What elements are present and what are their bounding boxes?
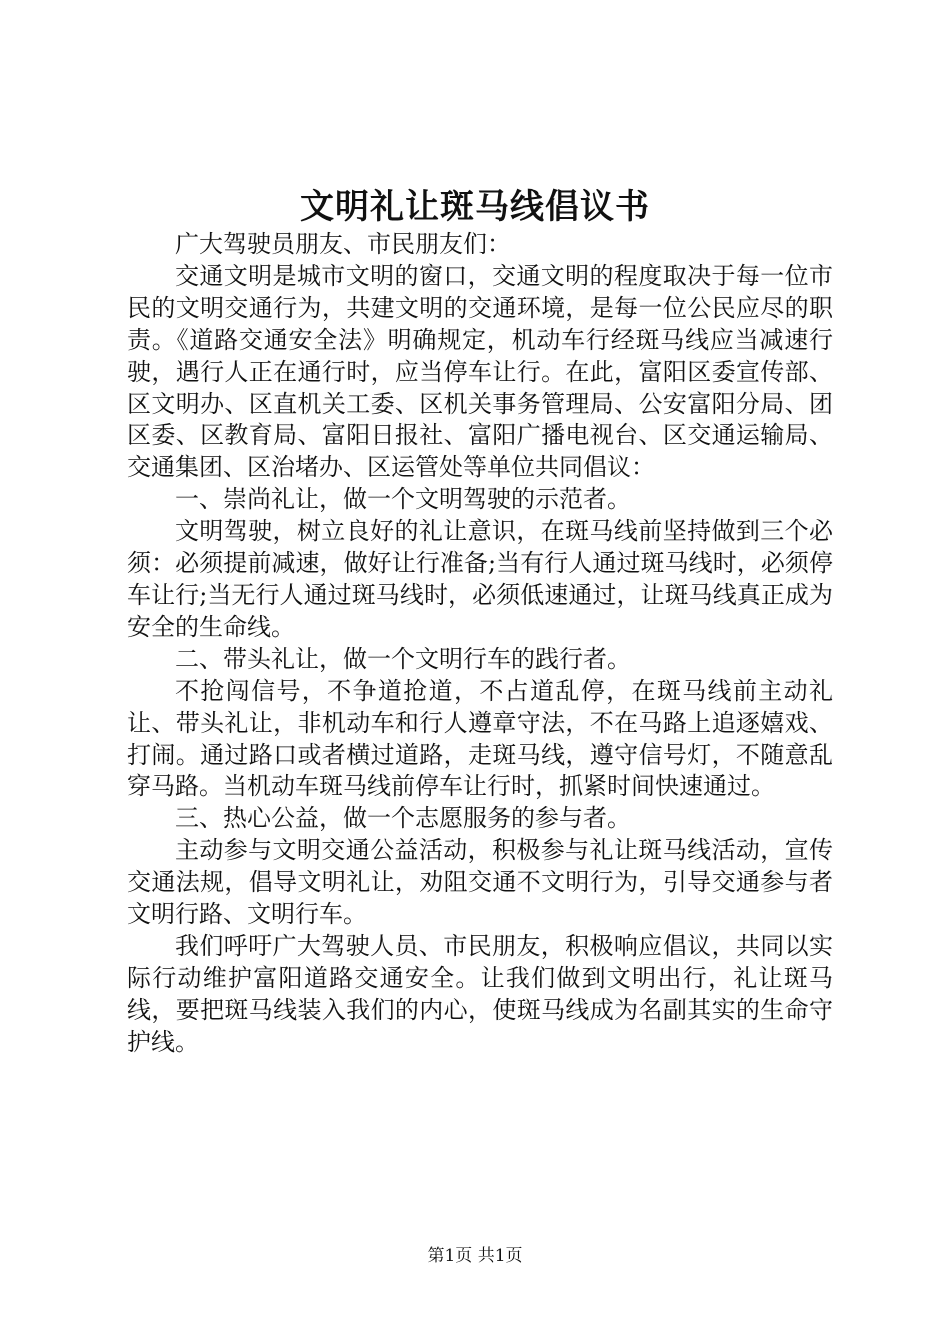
document-title: 文明礼让斑马线倡议书	[300, 187, 650, 227]
page-number: 第1页	[427, 1246, 473, 1266]
intro-paragraph: 交通文明是城市文明的窗口，交通文明的程度取决于每一位市民的文明交通行为，共建文明的交通环境，是每一位公民应尽的职责。《道路交通安全法》明确规定，机动车行经斑马线应当减速行驶，遇行人正在通行时，应当停车让行。在此，富阳区委宣传部、区文明办、区直机关工委、区机关事务管理局、公安富阳分局、团区委、区教育局、富阳日报社、富阳广播电视台、区交通运输局、交通集团、区治堵办、区运管处等单位共同倡议：	[127, 261, 833, 482]
section-heading-2: 二、带头礼让，做一个文明行车的践行者。	[175, 644, 631, 673]
section-body-2: 不抢闯信号，不争道抢道，不占道乱停，在斑马线前主动礼让、带头礼让，非机动车和行人遵章守法，不在马路上追逐嬉戏、打闹。通过路口或者横过道路，走斑马线，遵守信号灯，不随意乱穿马路。当机动车斑马线前停车让行时，抓紧时间快速通过。	[127, 676, 833, 801]
page-footer	[0, 1244, 950, 1268]
closing-paragraph: 我们呼吁广大驾驶人员、市民朋友，积极响应倡议，共同以实际行动维护富阳道路交通安全。让我们做到文明出行，礼让斑马线，要把斑马线装入我们的内心，使斑马线成为名副其实的生命守护线。	[127, 931, 833, 1056]
section-heading-3: 三、热心公益，做一个志愿服务的参与者。	[175, 804, 631, 833]
salutation-paragraph: 广大驾驶员朋友、市民朋友们：	[175, 230, 511, 258]
section-body-1: 文明驾驶，树立良好的礼让意识，在斑马线前坚持做到三个必须：必须提前减速，做好让行准备;当有行人通过斑马线时，必须停车让行;当无行人通过斑马线时，必须低速通过，让斑马线真正成为安全的生命线。	[127, 517, 833, 641]
page-total: 共1页	[477, 1246, 523, 1266]
document-body	[127, 229, 833, 1059]
section-heading-1: 一、崇尚礼让，做一个文明驾驶的示范者。	[175, 485, 631, 514]
section-body-3: 主动参与文明交通公益活动，积极参与礼让斑马线活动，宣传交通法规，倡导文明礼让，劝阻交通不文明行为，引导交通参与者文明行路、文明行车。	[127, 836, 833, 929]
